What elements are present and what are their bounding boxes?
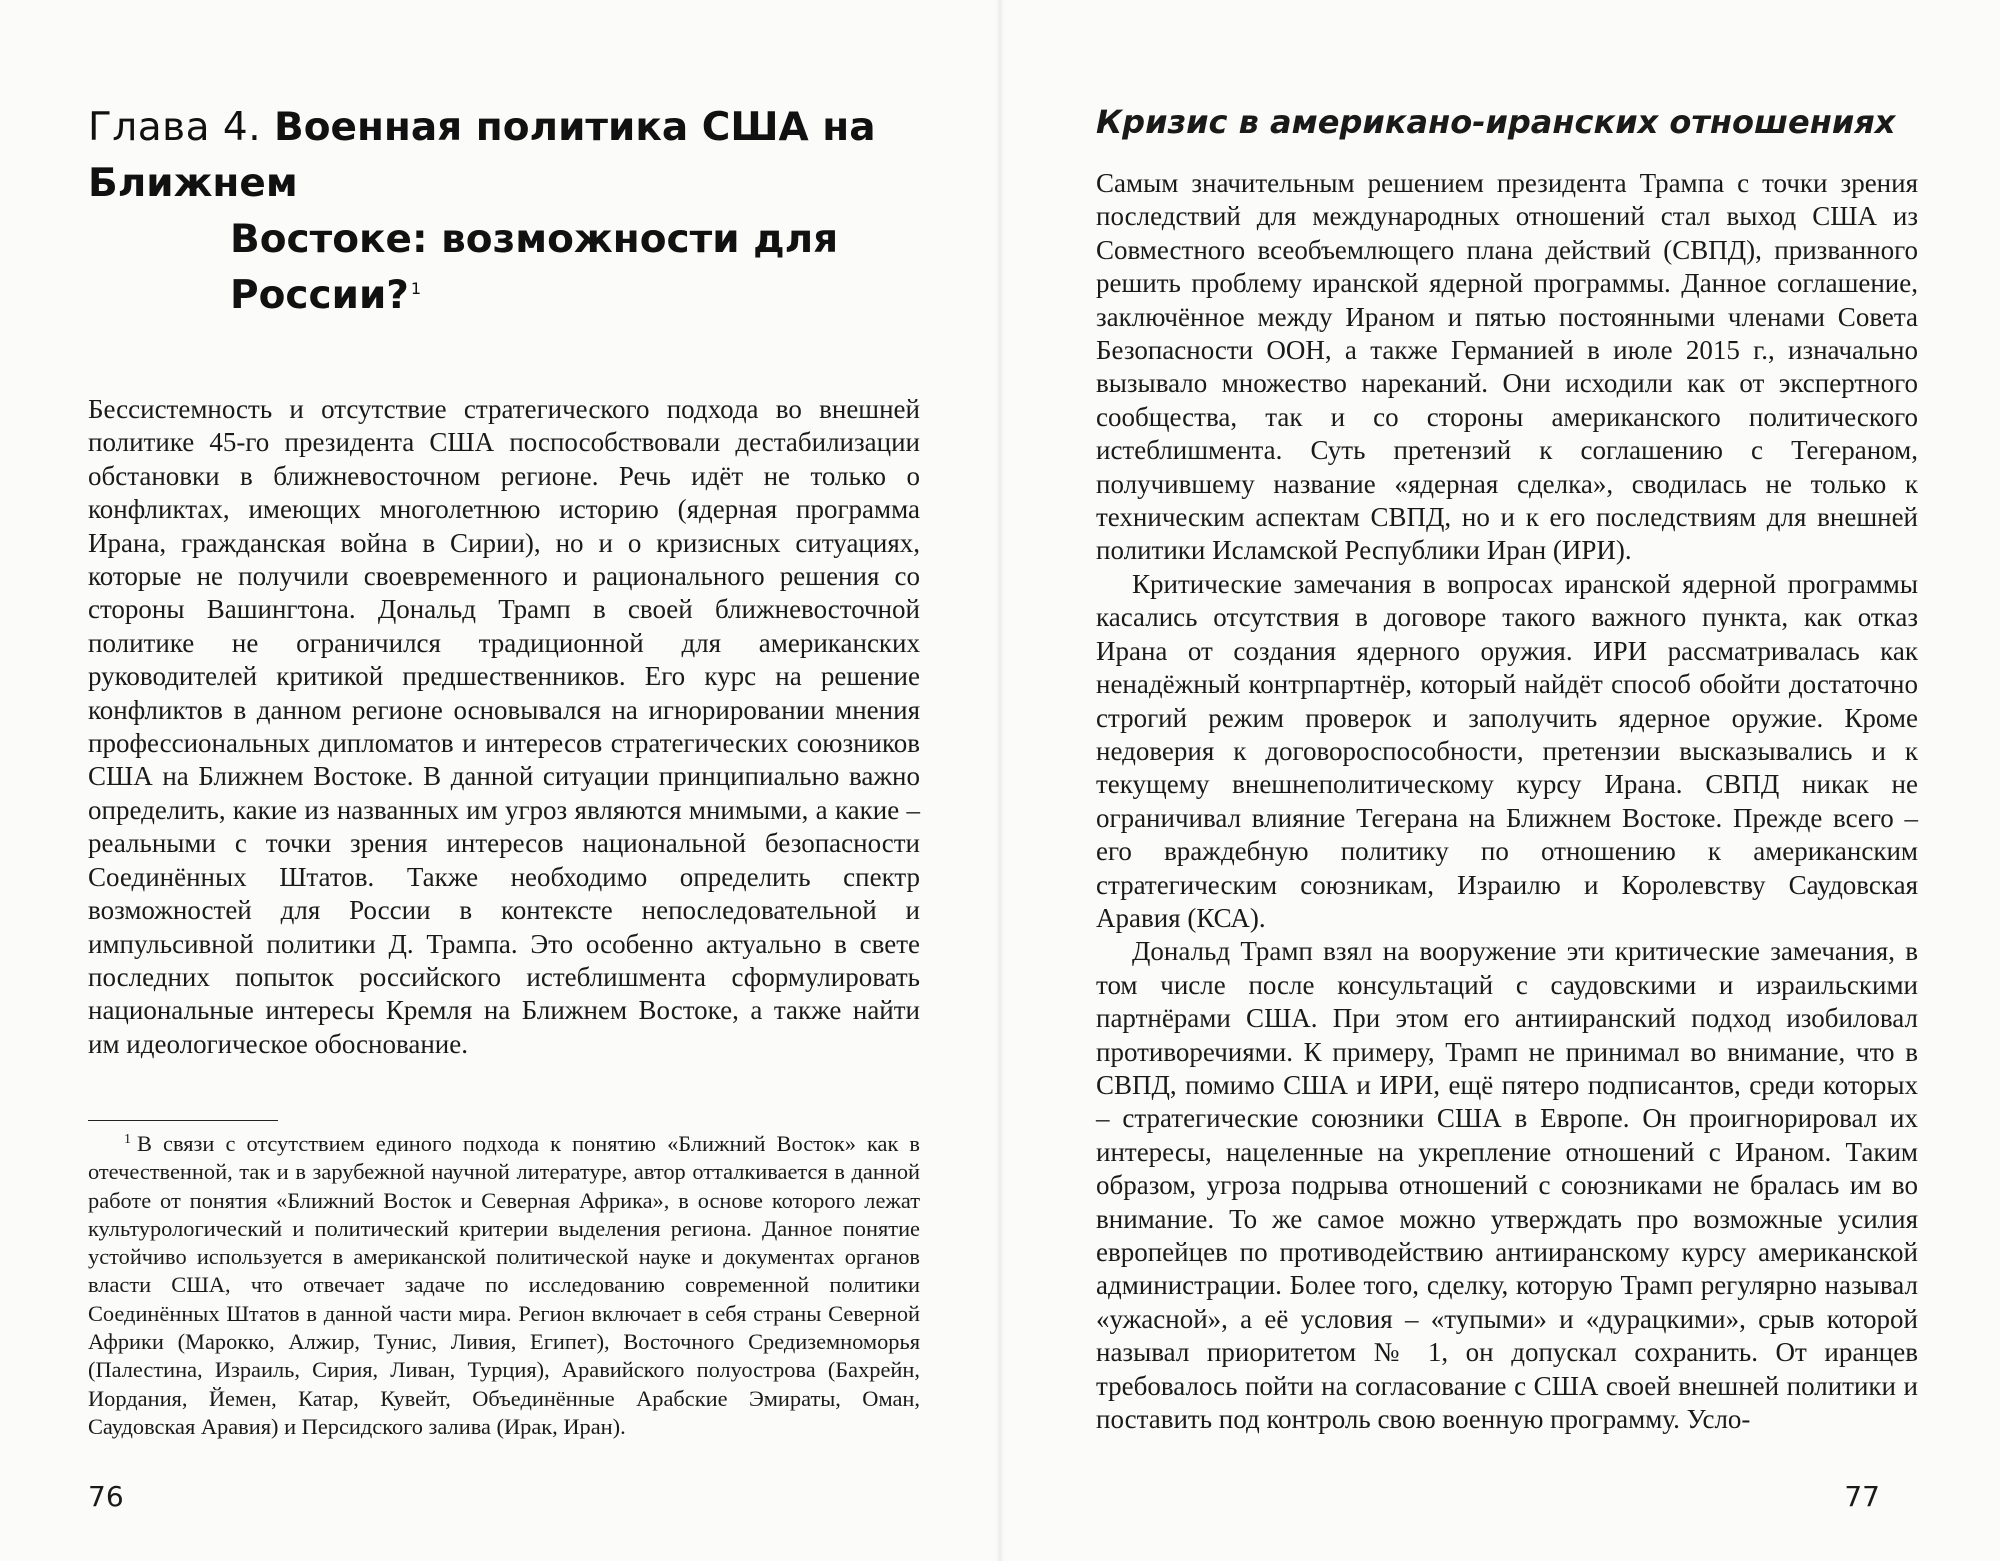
paragraph: Критические замечания в вопросах иранской ядерной программы касались отсутствия в договоре такого важного пункта, как отказ Ирана от создания ядерного оружия. ИРИ рассматривалась как ненадёжный контрпартнёр, который найдёт способ обойти достаточно строгий режим проверок и заполучить ядерное оружие. Кроме недоверия к договороспособности, претензии высказывались и к текущему внешнеполитическому курсу Ирана. СВПД никак не ограничивал влияние Тегерана на Ближнем Востоке. Прежде всего – его враждебную политику по отношению к американским стратегическим союзникам, Израилю и Королевству Саудовская Аравия (КСА). xyxy=(1096,568,1918,933)
chapter-intro-text xyxy=(88,393,920,1061)
footnote-marker: 1 xyxy=(124,1131,131,1147)
intro-paragraph: Бессистемность и отсутствие стратегического подхода во внешней политике 45-го президента США поспособствовали дестабилизации обстановки в ближневосточном регионе. Речь идёт не только о конфликтах, имеющих многолетнюю историю (ядерная программа Ирана, гражданская война в Сирии), но и о кризисных ситуациях, которые не получили своевременного и рационального решения со стороны Вашингтона. Дональд Трамп в своей ближневосточной политике не ограничился традиционной для американских руководителей критикой предшественников. Его курс на решение конфликтов в данном регионе основывался на игнорировании мнения профессиональных дипломатов и интересов стратегических союзников США на Ближнем Востоке. В данной ситуации принципиально важно определить, какие из названных им угроз являются мнимыми, а какие – реальными с точки зрения интересов национальной безопасности Соединённых Штатов. Также необходимо определить спектр возможностей для России в контексте непоследовательной и импульсивной политики Д. Трампа. Это особенно актуально в свете последних попыток российского истеблишмента сформулировать национальные интересы Кремля на Ближнем Востоке, а также найти им идеологическое обоснование. xyxy=(88,394,920,1059)
footnote-text: В связи с отсутствием единого подхода к понятию «Ближний Восток» как в отечественной, так и в зарубежной научной литературе, автор отталкивается в данной работе от понятия «Ближний Восток и Северная Африка», в основе которого лежат культурологический и политический критерии выделения региона. Данное понятие устойчиво используется в американской политической науке и документах органов власти США, что отвечает задаче по исследованию современной политики Соединённых Штатов в данной части мира. Регион включает в себя страны Северной Африки (Марокко, Алжир, Тунис, Ливия, Египет), Восточного Средиземноморья (Палестина, Израиль, Сирия, Ливан, Турция), Аравийского полуострова (Бахрейн, Иордания, Йемен, Катар, Кувейт, Объединённые Арабские Эмираты, Оман, Саудовская Аравия) и Персидского залива (Ирак, Иран). xyxy=(88,1131,920,1439)
page-number-right: 77 xyxy=(1844,1480,1880,1513)
section-heading: Кризис в американо-иранских отношениях xyxy=(1096,103,1896,141)
chapter-footnote-marker[interactable]: 1 xyxy=(410,279,422,298)
paragraph: Дональд Трамп взял на вооружение эти критические замечания, в том числе после консультаций с саудовскими и израильскими партнёрами США. При этом его антииранский подход изобиловал противоречиями. К примеру, Трамп не принимал во внимание, что в СВПД, помимо США и ИРИ, ещё пятеро подписантов, среди которых – стратегические союзники США в Европе. Он проигнорировал их интересы, нацеленные на укрепление отношений с Ираном. Таким образом, угроза подрыва отношений с союзниками не бралась им во внимание. То же самое можно утверждать про возможные усилия европейцев по противодействию антииранскому курсу американской администрации. Более того, сделку, которую Трамп регулярно называл «ужасной», а её условия – «тупыми» и «дурацкими», срыв которой называл приоритетом № 1, он допускал сохранить. От иранцев требовалось пойти на согласование с США своей внешней политики и поставить под контроль свою военную программу. Усло- xyxy=(1096,936,1918,1435)
footnote-divider xyxy=(88,1120,278,1121)
page-number-left: 76 xyxy=(88,1480,124,1513)
chapter-heading xyxy=(88,100,908,324)
footnote xyxy=(88,1130,920,1441)
chapter-label: Глава 4. xyxy=(88,105,274,150)
chapter-title-line1: Военная политика США на Ближнем xyxy=(88,105,876,206)
right-page xyxy=(1000,0,2000,1561)
paragraph: Самым значительным решением президента Трампа с точки зрения последствий для международных отношений стал выход США из Совместного всеобъемлющего плана действий (СВПД), призванного решить проблему иранской ядерной программы. Данное соглашение, заключённое между Ираном и пятью постоянными членами Совета Безопасности ООН, а также Германией в июле 2015 г., изначально вызывало множество нареканий. Они исходили как от экспертного сообщества, так и со стороны американского политического истеблишмента. Суть претензий к соглашению с Тегераном, получившему название «ядерная сделка», сводилась не только к техническим аспектам СВПД, но и к его последствиям для внешней политики Исламской Республики Иран (ИРИ). xyxy=(1096,168,1918,566)
section-body-text xyxy=(1096,167,1918,1436)
chapter-title-line2: Востоке: возможности для России? xyxy=(230,217,839,318)
